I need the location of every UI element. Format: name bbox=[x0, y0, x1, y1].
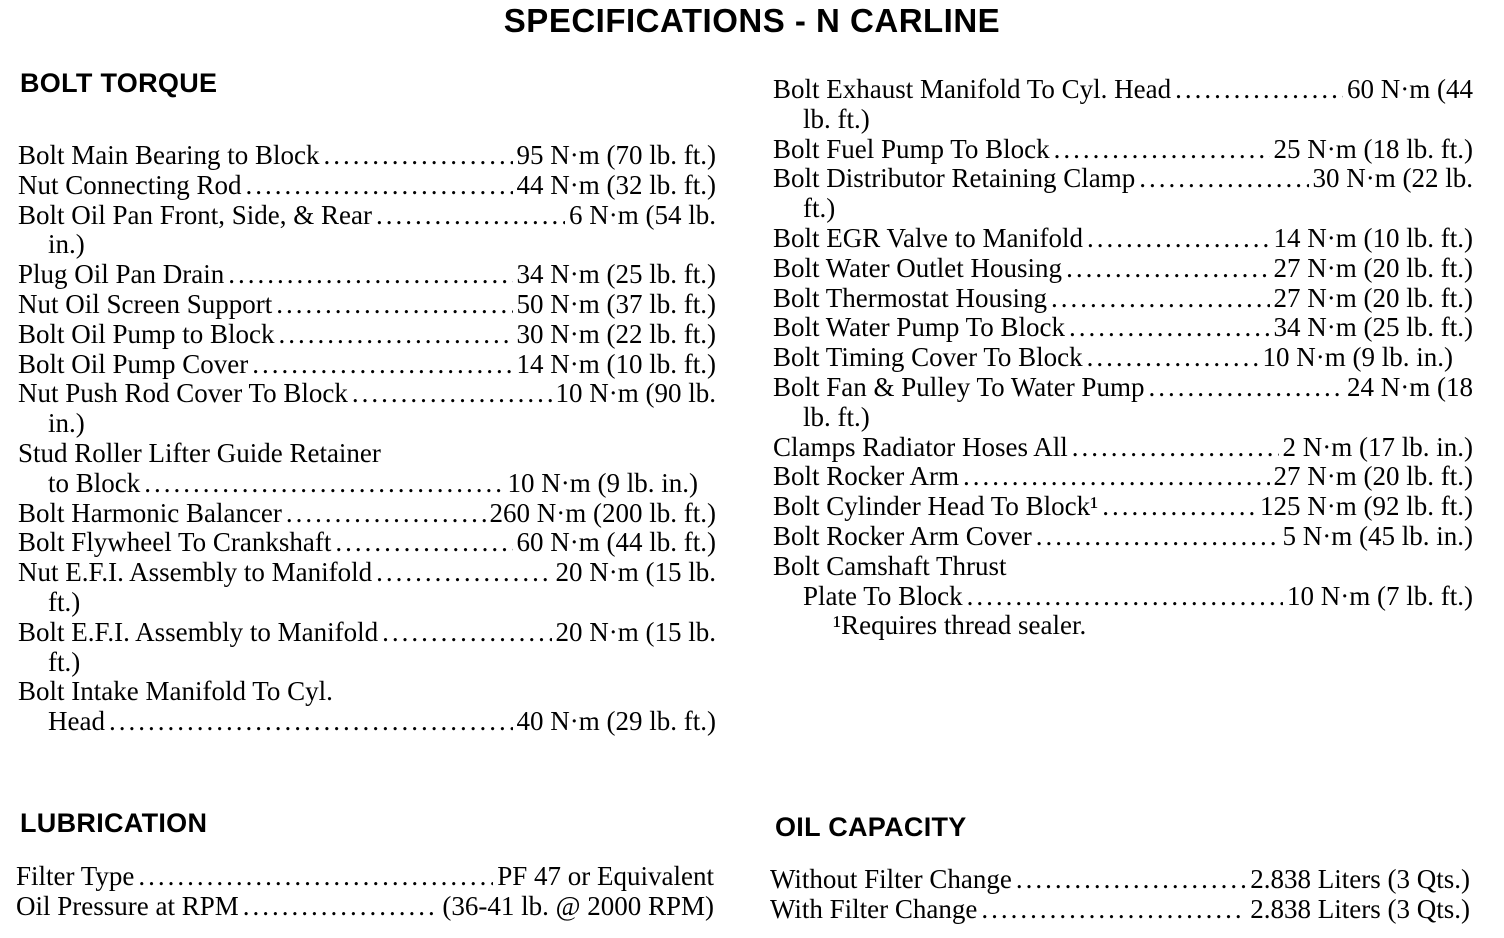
spec-row: Head ..... 40 N·m (29 lb. ft.) bbox=[18, 707, 716, 737]
lubrication-section bbox=[16, 862, 714, 922]
spec-row: Bolt Oil Pump to Block ..... 30 N·m (22 lb. ft.) bbox=[18, 320, 716, 350]
spec-row: Bolt Rocker Arm ..... 27 N·m (20 lb. ft.) bbox=[773, 462, 1473, 492]
spec-row: Bolt Fan & Pulley To Water Pump ..... 24 N·m (18 bbox=[773, 373, 1473, 403]
spec-row: Bolt EGR Valve to Manifold ..... 14 N·m (10 lb. ft.) bbox=[773, 224, 1473, 254]
spec-row-label: Stud Roller Lifter Guide Retainer bbox=[18, 437, 381, 468]
spec-row: Nut Push Rod Cover To Block ..... 10 N·m (90 lb. bbox=[18, 379, 716, 409]
spec-row: Bolt Main Bearing to Block ..... 95 N·m (70 lb. ft.) bbox=[18, 141, 716, 171]
spec-row: Bolt Timing Cover To Block ..... 10 N·m (9 lb. in.) bbox=[773, 343, 1473, 373]
spec-row: Bolt Water Outlet Housing ..... 27 N·m (20 lb. ft.) bbox=[773, 254, 1473, 284]
spec-row: Nut Oil Screen Support ..... 50 N·m (37 lb. ft.) bbox=[18, 290, 716, 320]
spec-row-continuation: ft.) bbox=[48, 586, 81, 617]
spec-row-label: Bolt Camshaft Thrust bbox=[773, 550, 1007, 581]
spec-row-continuation: in.) bbox=[48, 408, 85, 439]
spec-row-label: Bolt Intake Manifold To Cyl. bbox=[18, 676, 333, 707]
spec-row: Bolt Oil Pan Front, Side, & Rear ..... 6 N·m (54 lb. bbox=[18, 201, 716, 231]
spec-row: Bolt Cylinder Head To Block¹ ..... 125 N·m (92 lb. ft.) bbox=[773, 492, 1473, 522]
spec-row: Bolt Thermostat Housing ..... 27 N·m (20 lb. ft.) bbox=[773, 284, 1473, 314]
spec-row: Bolt Oil Pump Cover ..... 14 N·m (10 lb. ft.) bbox=[18, 350, 716, 380]
spec-row: Plug Oil Pan Drain ..... 34 N·m (25 lb. ft.) bbox=[18, 260, 716, 290]
spec-row: Oil Pressure at RPM ..... (36-41 lb. @ 2000 RPM) bbox=[16, 892, 714, 922]
page-title: SPECIFICATIONS - N CARLINE bbox=[503, 2, 1001, 39]
lubrication-heading: LUBRICATION bbox=[20, 808, 208, 838]
footnote: ¹Requires thread sealer. bbox=[833, 610, 1087, 641]
spec-row: Bolt Rocker Arm Cover ..... 5 N·m (45 lb. in.) bbox=[773, 522, 1473, 552]
spec-row-continuation: lb. ft.) bbox=[803, 103, 870, 134]
spec-row: Bolt Water Pump To Block ..... 34 N·m (25 lb. ft.) bbox=[773, 313, 1473, 343]
spec-row: Bolt Fuel Pump To Block ..... 25 N·m (18 lb. ft.) bbox=[773, 135, 1473, 165]
spec-row-continuation: ft.) bbox=[48, 646, 81, 677]
oil-capacity-section bbox=[770, 865, 1470, 925]
bolt-torque-heading: BOLT TORQUE bbox=[20, 68, 218, 98]
spec-row: Clamps Radiator Hoses All ..... 2 N·m (17 lb. in.) bbox=[773, 433, 1473, 463]
oil-capacity-heading: OIL CAPACITY bbox=[775, 812, 967, 842]
spec-row-continuation: ft.) bbox=[803, 193, 836, 224]
spec-row: Without Filter Change ..... 2.838 Liters (3 Qts.) bbox=[770, 865, 1470, 895]
spec-row: Filter Type ..... PF 47 or Equivalent bbox=[16, 862, 714, 892]
spec-row: Nut Connecting Rod ..... 44 N·m (32 lb. ft.) bbox=[18, 171, 716, 201]
spec-row: to Block ..... 10 N·m (9 lb. in.) bbox=[18, 469, 716, 499]
spec-row: Bolt Exhaust Manifold To Cyl. Head ..... 60 N·m (44 bbox=[773, 75, 1473, 105]
spec-row: Plate To Block ..... 10 N·m (7 lb. ft.) bbox=[773, 582, 1473, 612]
spec-row: Bolt Flywheel To Crankshaft ..... 60 N·m (44 lb. ft.) bbox=[18, 528, 716, 558]
bolt-torque-right-column bbox=[773, 75, 1473, 641]
spec-row-continuation: in.) bbox=[48, 229, 85, 260]
spec-row: Bolt Harmonic Balancer ..... 260 N·m (200 lb. ft.) bbox=[18, 499, 716, 529]
spec-row-continuation: lb. ft.) bbox=[803, 401, 870, 432]
spec-row: Bolt E.F.I. Assembly to Manifold ..... 20 N·m (15 lb. bbox=[18, 618, 716, 648]
spec-row: Nut E.F.I. Assembly to Manifold ..... 20 N·m (15 lb. bbox=[18, 558, 716, 588]
spec-row: Bolt Distributor Retaining Clamp ..... 30 N·m (22 lb. bbox=[773, 164, 1473, 194]
spec-row: With Filter Change ..... 2.838 Liters (3 Qts.) bbox=[770, 895, 1470, 925]
bolt-torque-left-column bbox=[18, 141, 716, 737]
